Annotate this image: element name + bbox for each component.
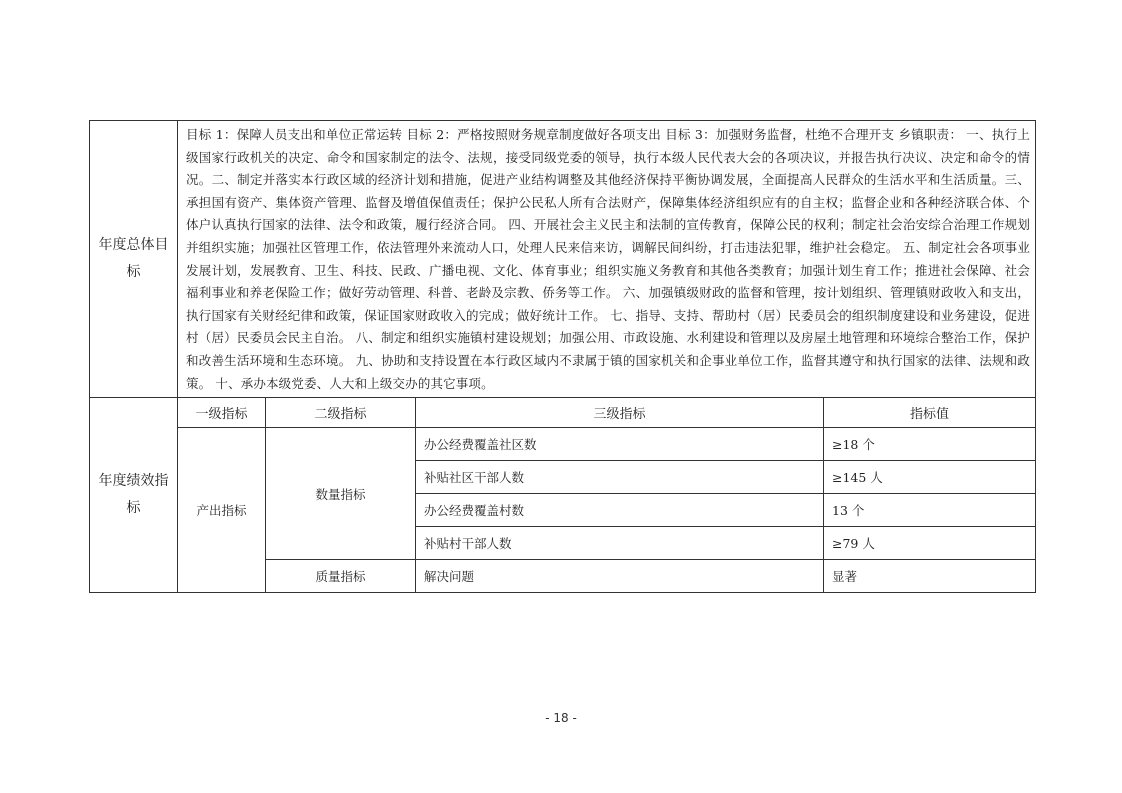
value-cell: 显著 — [824, 560, 1036, 593]
goal-label: 年度总体目标 — [90, 121, 178, 398]
table-row — [90, 428, 1036, 461]
value-cell: ≥145 人 — [824, 461, 1036, 494]
indicator-cell: 补贴社区干部人数 — [416, 461, 824, 494]
value-cell: 13 个 — [824, 494, 1036, 527]
level1-cell: 产出指标 — [178, 428, 266, 593]
indicator-cell: 补贴村干部人数 — [416, 527, 824, 560]
goal-text: 目标 1：保障人员支出和单位正常运转 目标 2：严格按照财务规章制度做好各项支出 目标 3：加强财务监督，杜绝不合理开支 乡镇职责： 一、执行上级国家行政机关的决定、命令和国家制定的法令、法规，接受同级党委的领导，执行本级人民代表大会的各项决议，并报告执行决议、决定和命令的情况。二、制定并落实本行政区域的经济计划和措施，促进产业结构调整及其他经济保持平衡协调发展，全面提高人民群众的生活水平和生活质量。三、承担国有资产、集体资产管理、监督及增值保值责任；保护公民私人所有合法财产，保障集体经济组织应有的自主权；监督企业和各种经济联合体、个体户认真执行国家的法律、法令和政策，履行经济合同。 四、开展社会主义民主和法制的宣传教育，保障公民的权利；制定社会治安综合治理工作规划并组织实施；加强社区管理工作，依法管理外来流动人口，处理人民来信来访，调解民间纠纷，打击违法犯罪，维护社会稳定。 五、制定社会各项事业发展计划，发展教育、卫生、科技、民政、广播电视、文化、体育事业；组织实施义务教育和其他各类教育；加强计划生育工作；推进社会保障、社会福利事业和养老保险工作；做好劳动管理、科普、老龄及宗教、侨务等工作。 六、加强镇级财政的监督和管理，按计划组织、管理镇财政收入和支出，执行国家有关财经纪律和政策，保证国家财政收入的完成；做好统计工作。 七、指导、支持、帮助村（居）民委员会的组织制度建设和业务建设，促进村（居）民委员会民主自治。 八、制定和组织实施镇村建设规划；加强公用、市政设施、水利建设和管理以及房屋土地管理和环境综合整治工作，保护和改善生活环境和生态环境。 九、协助和支持设置在本行政区域内不隶属于镇的国家机关和企事业单位工作，监督其遵守和执行国家的法律、法规和政策。 十、承办本级党委、人大和上级交办的其它事项。 — [178, 121, 1036, 398]
header-value: 指标值 — [824, 398, 1036, 428]
level2-cell-quantity: 数量指标 — [266, 428, 416, 560]
indicator-cell: 办公经费覆盖村数 — [416, 494, 824, 527]
header-level1: 一级指标 — [178, 398, 266, 428]
value-cell: ≥79 人 — [824, 527, 1036, 560]
table-header-row — [90, 398, 1036, 428]
header-level2: 二级指标 — [266, 398, 416, 428]
budget-table — [89, 120, 1036, 593]
header-level3: 三级指标 — [416, 398, 824, 428]
goal-row — [90, 121, 1036, 398]
page-number: - 18 - — [545, 711, 577, 725]
indicator-cell: 解决问题 — [416, 560, 824, 593]
level2-cell-quality: 质量指标 — [266, 560, 416, 593]
value-cell: ≥18 个 — [824, 428, 1036, 461]
perf-label: 年度绩效指标 — [90, 398, 178, 593]
indicator-cell: 办公经费覆盖社区数 — [416, 428, 824, 461]
